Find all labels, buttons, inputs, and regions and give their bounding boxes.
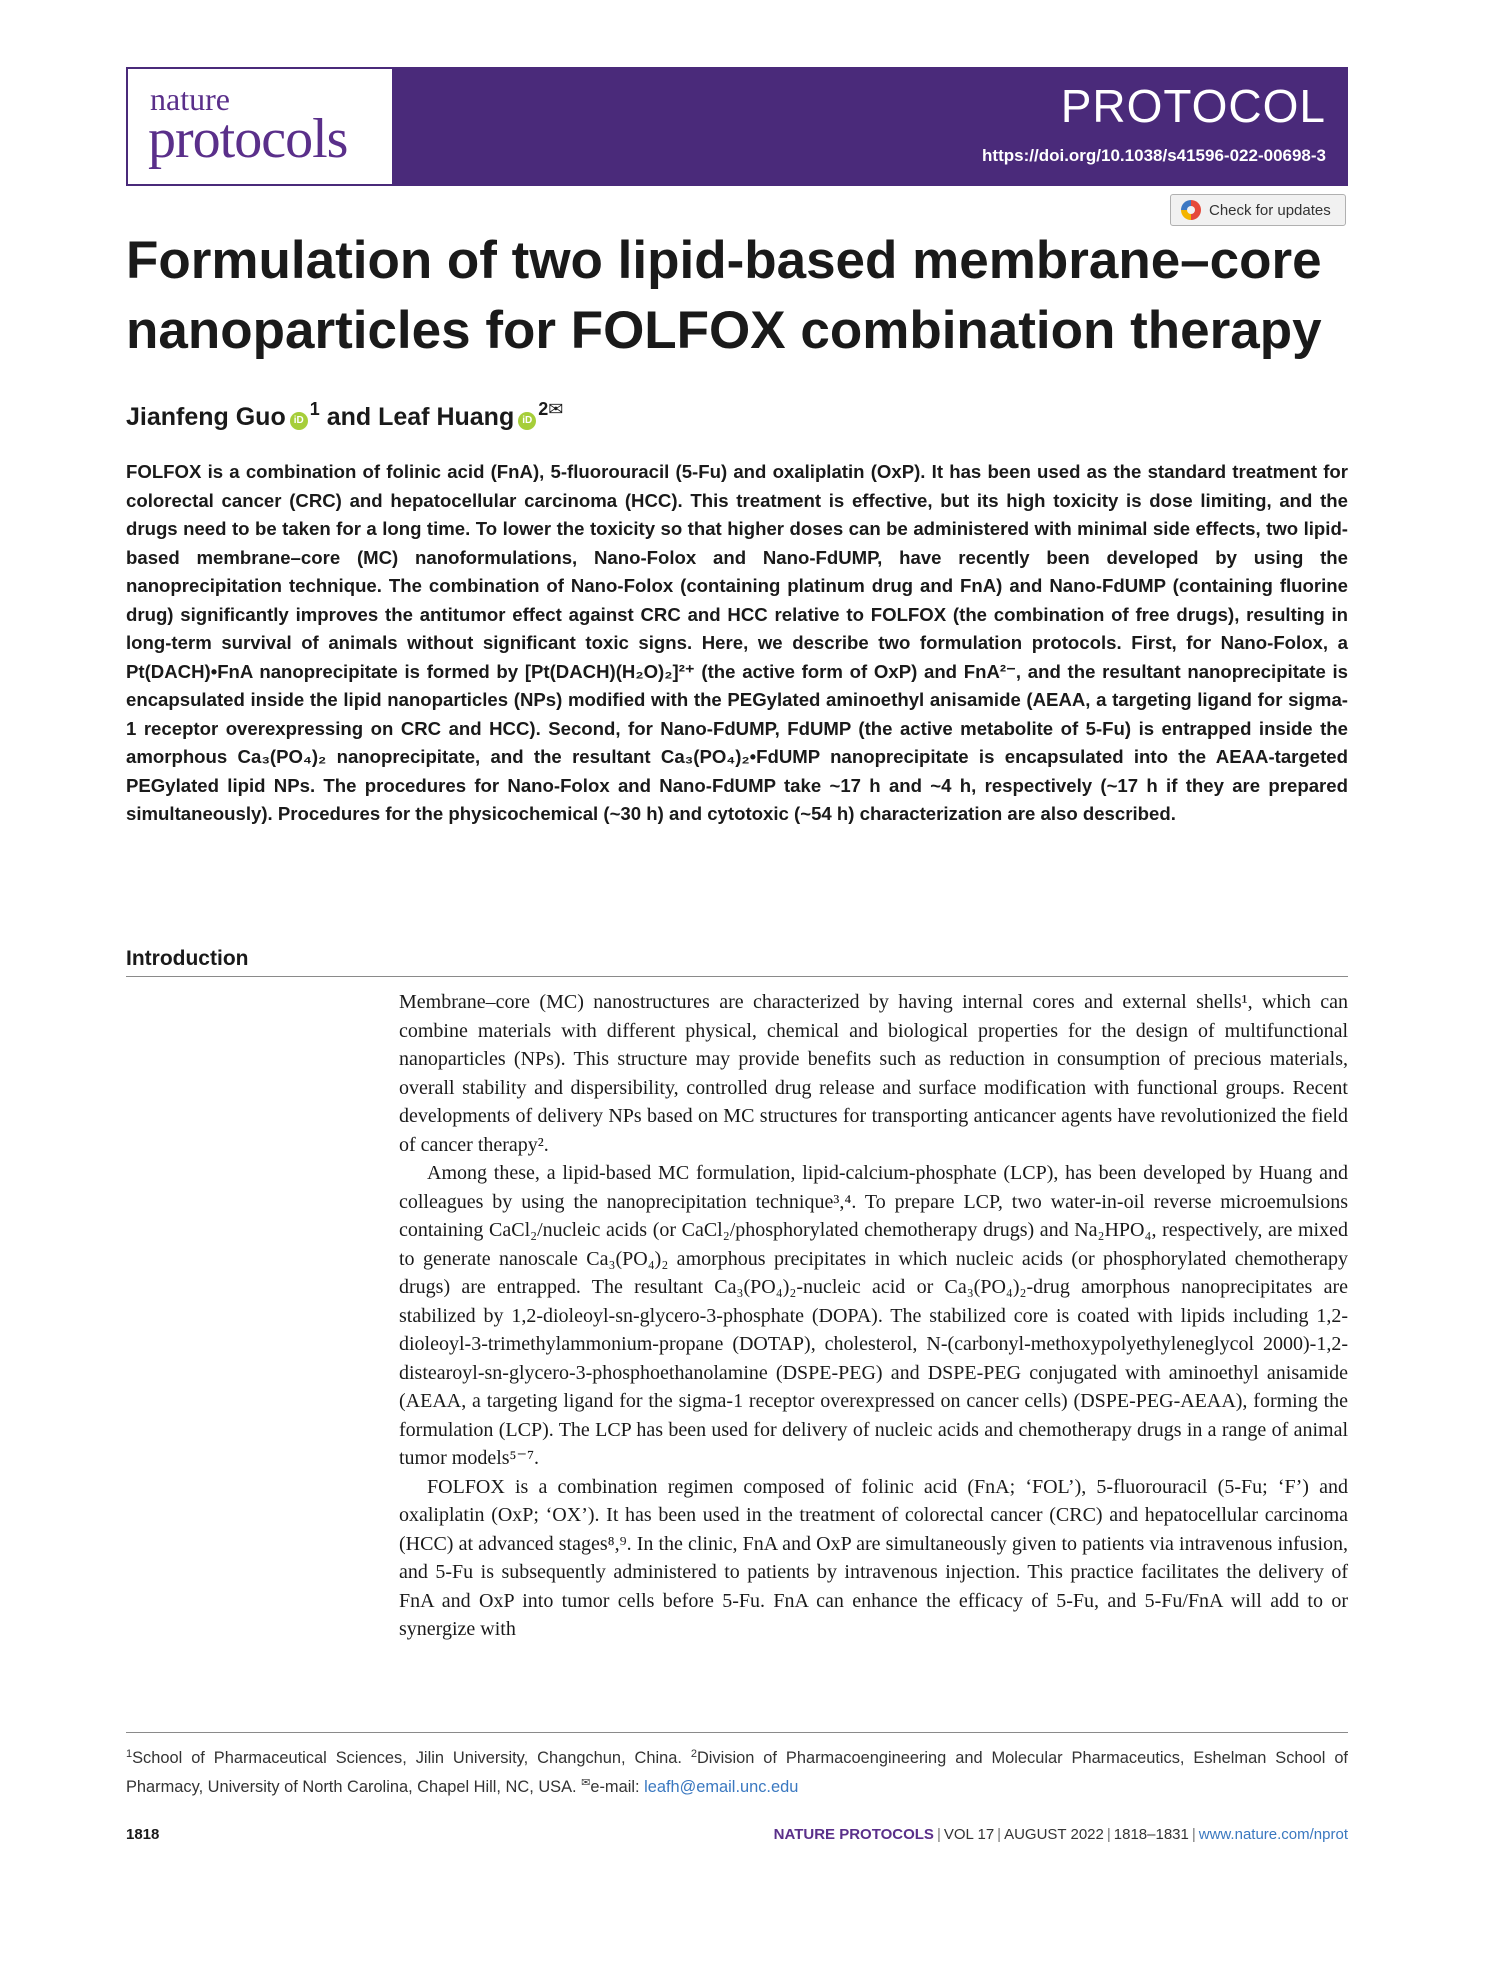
check-updates-label: Check for updates [1209,201,1331,219]
journal-name: NATURE PROTOCOLS [773,1826,934,1843]
separator: | [936,1826,941,1843]
journal-citation [774,1826,1348,1843]
body-paragraph: Membrane–core (MC) nanostructures are characterized by having internal cores and external shells¹, which can combine materials with different physical, chemical and biological properties for the design of multifunctional nanoparticles (NPs). This structure may provide benefits such as reduction in consumption of precious materials, overall stability and dispersibility, controlled drug release and surface modification with functional groups. Recent developments of delivery NPs based on MC structures for transporting anticancer agents have revolutionized the field of cancer therapy². [399,991,1348,1156]
affiliation-text: School of Pharmaceutical Sciences, Jilin University, Changchun, China. [132,1749,691,1767]
page-range: 1818–1831 [1113,1826,1189,1843]
section-heading-introduction: Introduction [126,946,1348,977]
orcid-icon[interactable]: iD [290,412,308,430]
separator: | [997,1826,1002,1843]
issue-date: AUGUST 2022 [1004,1826,1104,1843]
logo-protocols-text: protocols [148,108,348,170]
doi-link[interactable]: https://doi.org/10.1038/s41596-022-00698-3 [982,146,1326,165]
volume: VOL 17 [943,1826,995,1843]
journal-logo[interactable] [126,67,394,186]
affiliations-footnote [126,1742,1348,1800]
check-updates-button[interactable] [1170,194,1346,226]
affiliation-number: 1 [126,1748,133,1760]
author-list [126,394,563,432]
journal-url-link[interactable]: www.nature.com/nprot [1198,1826,1348,1843]
article-title: Formulation of two lipid-based membrane–core nanoparticles for FOLFOX combination therapy [126,231,1322,360]
separator: | [1106,1826,1111,1843]
page-number: 1818 [126,1826,160,1843]
body-paragraph: FOLFOX is a combination regimen composed of folinic acid (FnA; ‘FOL’), 5-fluorouracil (5-Fu; ‘F’) and oxaliplatin (OxP; ‘OX’). It has been used in the treatment of colorectal cancer (CRC) and hepatocellular carcinoma (HCC) at advanced stages⁸,⁹. In the clinic, FnA and OxP are simultaneously given to patients via intravenous infusion, and 5-Fu is subsequently administered to patients by intravenous injection. This practice facilitates the delivery of FnA and OxP into tumor cells before 5-Fu. FnA can enhance the efficacy of 5-Fu, and 5-Fu/FnA will add to or synergize with [399,1475,1348,1640]
author-connector: and [319,403,379,431]
orcid-icon[interactable]: iD [518,412,536,430]
introduction-body [399,988,1348,1644]
separator: | [1191,1826,1196,1843]
mail-icon: ✉ [581,1777,591,1789]
article-type-label: PROTOCOL [1060,80,1326,132]
logo-nature-text: nature [150,81,230,117]
affiliation-marker: 2 [538,399,549,419]
footnote-divider [126,1732,1348,1733]
email-label: e-mail: [590,1778,645,1796]
author-name[interactable]: Leaf Huang [378,403,515,431]
body-paragraph: Among these, a lipid-based MC formulation, lipid-calcium-phosphate (LCP), has been developed by Huang and colleagues by using the nanoprecipitation technique³,⁴. To prepare LCP, two water-in-oil reverse microemulsions containing CaCl₂/nucleic acids (or CaCl₂/phosphorylated chemotherapy drugs) and Na₂HPO₄, respectively, are mixed to generate nanoscale Ca₃(PO₄)₂ amorphous precipitates in which nucleic acids (or phosphorylated chemotherapy drugs) are entrapped. The resultant Ca₃(PO₄)₂-nucleic acid or Ca₃(PO₄)₂-drug amorphous nanoprecipitates are stabilized by 1,2-dioleoyl-sn-glycero-3-phosphate (DOPA). The stabilized core is coated with lipids including 1,2-dioleoyl-3-trimethylammonium-propane (DOTAP), cholesterol, N-(carbonyl-methoxypolyethyleneglycol 2000)-1,2-distearoyl-sn-glycero-3-phosphoethanolamine (DSPE-PEG) and DSPE-PEG conjugated with aminoethyl anisamide (AEAA, a targeting ligand for the sigma-1 receptor overexpressed on cancer cells) (DSPE-PEG-AEAA), forming the formulation (LCP). The LCP has been used for delivery of nucleic acids and chemotherapy drugs in a range of animal tumor models⁵⁻⁷. [399,1162,1348,1469]
journal-header [126,67,1348,186]
crossmark-icon [1181,200,1201,220]
affiliation-text: Division of Pharmacoengineering and Molecular Pharmaceutics, Eshelman School of Pharmacy, University of North Carolina, Chapel Hill, NC, USA. [126,1749,1348,1796]
mail-icon[interactable]: ✉ [548,399,564,419]
affiliation-marker: 1 [309,399,320,419]
author-name[interactable]: Jianfeng Guo [126,403,286,431]
affiliation-number: 2 [690,1748,697,1760]
abstract: FOLFOX is a combination of folinic acid (FnA), 5-fluorouracil (5-Fu) and oxaliplatin (OxP). It has been used as the standard treatment for colorectal cancer (CRC) and hepatocellular carcinoma (HCC). This treatment is effective, but its high toxicity is dose limiting, and the drugs need to be taken for a long time. To lower the toxicity so that higher doses can be administered with minimal side effects, two lipid-based membrane–core (MC) nanoformulations, Nano-Folox and Nano-FdUMP, have recently been developed by using the nanoprecipitation technique. The combination of Nano-Folox (containing platinum drug and FnA) and Nano-FdUMP (containing fluorine drug) significantly improves the antitumor effect against CRC and HCC relative to FOLFOX (the combination of free drugs), resulting in long-term survival of animals without significant toxic signs. Here, we describe two formulation protocols. First, for Nano-Folox, a Pt(DACH)•FnA nanoprecipitate is formed by [Pt(DACH)(H₂O)₂]²⁺ (the active form of OxP) and FnA²⁻, and the resultant nanoprecipitate is encapsulated inside the lipid nanoparticles (NPs) modified with the PEGylated aminoethyl anisamide (AEAA, a targeting ligand for sigma-1 receptor overexpressing on CRC and HCC). Second, for Nano-FdUMP, FdUMP (the active metabolite of 5-Fu) is entrapped inside the amorphous Ca₃(PO₄)₂ nanoprecipitate, and the resultant Ca₃(PO₄)₂•FdUMP nanoprecipitate is encapsulated into the AEAA-targeted PEGylated lipid NPs. The procedures for Nano-Folox and Nano-FdUMP take ~17 h and ~4 h, respectively (~17 h if they are prepared simultaneously). Procedures for the physicochemical (~30 h) and cytotoxic (~54 h) characterization are also described. [126,461,1348,824]
email-link[interactable]: leafh@email.unc.edu [644,1778,799,1796]
